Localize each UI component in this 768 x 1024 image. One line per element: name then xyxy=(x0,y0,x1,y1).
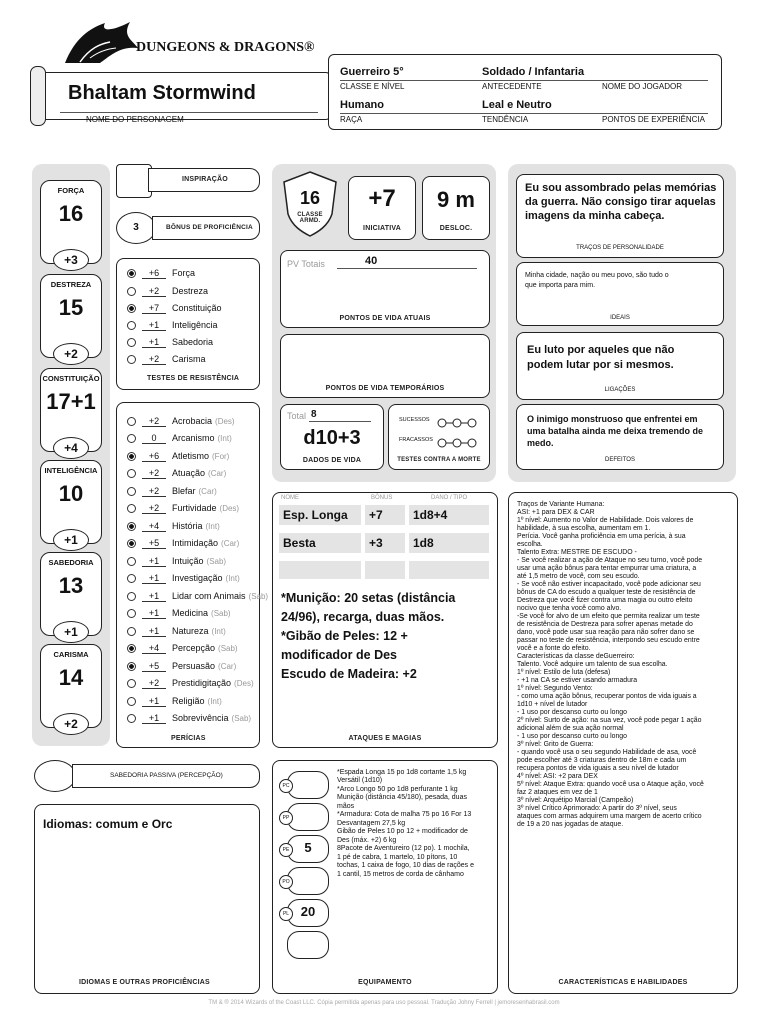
equipment-line: Versátil (1d10) xyxy=(337,777,383,784)
death-success-label: SUCESSOS xyxy=(399,417,430,423)
ability-name: INTELIGÊNCIA xyxy=(44,466,98,475)
prof-dot[interactable] xyxy=(127,714,136,723)
coin-slot xyxy=(279,929,329,961)
skill-name: Percepção xyxy=(172,643,216,653)
skill-value[interactable]: +5 xyxy=(142,661,166,672)
prof-dot[interactable] xyxy=(127,287,136,296)
character-name[interactable]: Bhaltam Stormwind xyxy=(68,82,256,104)
attack-row[interactable] xyxy=(279,561,489,579)
skill-attr: (Sab) xyxy=(231,713,252,723)
coin-slot xyxy=(279,833,329,865)
flaws-box xyxy=(516,404,724,470)
ability-carisma xyxy=(40,644,102,731)
skill-name: Furtividade xyxy=(172,503,217,513)
feature-line: 3º nível Crítico Aprimorado: A partir do 3º nível, seus xyxy=(517,805,677,812)
ability-modifier[interactable]: +1 xyxy=(53,529,89,551)
feature-line: - como uma ação bônus, recuperar pontos de vida iguais a xyxy=(517,693,697,700)
feature-line: dano, você pode usar sua reação para não sofrer dano se xyxy=(517,629,695,636)
skill-name: Blefar xyxy=(172,486,196,496)
attack-note: *Gibão de Peles: 12 + xyxy=(281,629,408,643)
feature-line: recupera pontos de vida iguais a seu nível de lutador xyxy=(517,765,679,772)
coin-label: PC xyxy=(279,779,293,793)
name-banner-left-curl xyxy=(30,66,46,126)
skill-name: Persuasão xyxy=(172,661,216,671)
initiative-value[interactable]: +7 xyxy=(368,185,396,212)
skill-name: Medicina xyxy=(172,608,209,618)
ability-score[interactable]: 14 xyxy=(58,665,84,690)
skill-value[interactable]: +2 xyxy=(142,486,166,497)
prof-dot[interactable] xyxy=(127,269,136,278)
attack-header-name: NOME xyxy=(281,495,299,501)
equipment-line: 8Pacote de Aventureiro (12 po). 1 mochila, xyxy=(337,845,470,852)
feature-line: 1d10 + nível de lutador xyxy=(517,701,588,708)
skill-name: Sobrevivência xyxy=(172,713,229,723)
skill-attr: (Int) xyxy=(207,696,222,706)
feature-line: habilidade, à sua escolha, aumentam em 1. xyxy=(517,525,651,532)
save-value[interactable]: +2 xyxy=(142,286,166,297)
skill-attr: (Sab) xyxy=(206,556,227,566)
skill-attr: (Int) xyxy=(205,521,220,531)
save-name: Força xyxy=(172,268,196,278)
logo-text: DUNGEONS & DRAGONS® xyxy=(136,40,315,55)
skill-value[interactable]: +1 xyxy=(142,608,166,619)
skills-box xyxy=(116,402,269,748)
alignment-label: TENDÊNCIA xyxy=(482,115,529,124)
attack-name[interactable]: Besta xyxy=(283,536,316,550)
skill-name: Acrobacia xyxy=(172,416,213,426)
feature-line: 4º nível: ASI: +2 para DEX xyxy=(517,773,598,780)
death-success-checks[interactable] xyxy=(437,415,477,433)
feature-line: - Se você não estiver incapacitado, você pode adicionar seu xyxy=(517,581,701,588)
skill-name: Prestidigitação xyxy=(172,678,232,688)
ability-forca xyxy=(40,180,102,267)
ability-modifier[interactable]: +2 xyxy=(53,713,89,735)
ability-inteligencia xyxy=(40,460,102,547)
feature-line: 1º nível: Aumento no Valor de Habilidade. Dois valores de xyxy=(517,517,694,524)
feature-line: até 1,5 metro de você, com seu escudo. xyxy=(517,573,640,580)
skill-attr: (Des) xyxy=(234,678,254,688)
feature-line: - 1 uso por descanso curto ou longo xyxy=(517,709,627,716)
prof-dot[interactable] xyxy=(127,338,136,347)
skill-name: Intimidação xyxy=(172,538,219,548)
equipment-line: Des (máx. +2) 6 kg xyxy=(337,837,397,844)
footer: TM & ® 2014 Wizards of the Coast LLC. Cópia permitida apenas para uso pessoal. Tradução Johny Ferrell | jemoresenhabrasil.com xyxy=(208,1000,560,1006)
character-name-label: NOME DO PERSONAGEM xyxy=(86,115,184,124)
feature-line: escolha. xyxy=(517,541,543,548)
equipment-line: *Arco Longo 50 po 1d8 perfurante 1 kg xyxy=(337,786,458,793)
attack-damage[interactable]: 1d8 xyxy=(413,536,434,550)
languages-label: IDIOMAS E OUTRAS PROFICIÊNCIAS xyxy=(79,979,210,986)
ability-name: CARISMA xyxy=(53,650,89,659)
feature-line: Talento. Você adquire um talento de sua escolha. xyxy=(517,661,668,668)
hp-current-label: PONTOS DE VIDA ATUAIS xyxy=(339,315,431,322)
ability-score[interactable]: 17+1 xyxy=(46,389,96,414)
bonds-box xyxy=(516,332,724,400)
dragon-icon xyxy=(60,18,140,68)
feature-line: adicional além de sua ação normal xyxy=(517,725,624,732)
feature-line: nocivo que tenha você como alvo. xyxy=(517,605,622,612)
skill-value[interactable]: +5 xyxy=(142,538,166,549)
skill-attr: (Car) xyxy=(218,661,237,671)
skill-value[interactable]: +2 xyxy=(142,416,166,427)
save-value[interactable]: +1 xyxy=(142,337,166,348)
skill-name: Atuação xyxy=(172,468,206,478)
hit-dice-box xyxy=(280,404,384,470)
skill-name: Arcanismo xyxy=(172,433,215,443)
ability-constituicao xyxy=(40,368,102,455)
hp-max-label: PV Totais xyxy=(287,259,325,269)
feature-line: - quando você usa o seu segundo Habilidade de asa, você xyxy=(517,749,697,756)
feature-line: - Se você realizar a ação de Ataque no seu turno, você pode xyxy=(517,557,703,564)
hp-current-box xyxy=(280,250,490,328)
skill-value[interactable]: +2 xyxy=(142,503,166,514)
death-saves-label: TESTES CONTRA A MORTE xyxy=(397,457,481,463)
feature-line: usar uma ação bônus para tentar empurrar uma criatura, a xyxy=(517,565,697,572)
prof-dot[interactable] xyxy=(127,487,136,496)
ability-modifier[interactable]: +4 xyxy=(53,437,89,459)
checkbox-circles-icon xyxy=(437,418,477,428)
feature-line: 2º nível: Surto de ação: na sua vez, você pode pegar 1 ação xyxy=(517,717,702,724)
skill-name: História xyxy=(172,521,203,531)
coin-slot xyxy=(279,769,329,801)
attack-note: 24/96), recarga, duas mãos. xyxy=(281,610,445,624)
coin-slot xyxy=(279,897,329,929)
ability-modifier[interactable]: +1 xyxy=(53,621,89,643)
traits-box xyxy=(516,174,724,258)
skill-attr: (Car) xyxy=(221,538,240,548)
equipment-line: mãos xyxy=(337,803,355,810)
feature-line: Características da classe deGuerreiro: xyxy=(517,653,635,660)
ability-name: FORÇA xyxy=(57,186,85,195)
saving-throws-box xyxy=(116,258,260,390)
bonds-label: LIGAÇÕES xyxy=(604,387,636,393)
saving-throws-label: TESTES DE RESISTÊNCIA xyxy=(147,375,240,382)
equipment-line: *Espada Longa 15 po 1d8 cortante 1,5 kg xyxy=(337,769,467,776)
armor-class-value[interactable]: 16 xyxy=(299,188,321,208)
skill-attr: (Int) xyxy=(225,573,240,583)
inspiration-box[interactable] xyxy=(116,164,152,198)
skill-attr: (Int) xyxy=(217,433,232,443)
prof-dot[interactable] xyxy=(127,504,136,513)
passive-wisdom-circle[interactable] xyxy=(34,760,76,792)
skill-value[interactable]: +6 xyxy=(142,451,166,462)
skill-attr: (Des) xyxy=(215,416,235,426)
features-label: CARACTERÍSTICAS E HABILIDADES xyxy=(558,979,688,986)
skill-attr: (For) xyxy=(212,451,230,461)
skill-value[interactable]: +4 xyxy=(142,521,166,532)
skills-label: PERÍCIAS xyxy=(171,735,206,742)
death-failure-label: FRACASSOS xyxy=(399,437,433,443)
feature-line: ASI: +1 para DEX & CAR xyxy=(517,509,595,516)
ability-score[interactable]: 16 xyxy=(58,201,84,226)
feature-line: de resistência de Destreza para sofrer apenas metade do xyxy=(517,621,693,628)
languages-box xyxy=(34,804,260,994)
flaws-label: DEFEITOS xyxy=(605,457,635,463)
skill-value[interactable]: +1 xyxy=(142,696,166,707)
feature-line: - +1 na CA se estiver usando armadura xyxy=(517,677,638,684)
class-level-label: CLASSE E NÍVEL xyxy=(340,82,405,91)
feature-line: de 19 a 20 nas jogadas de ataque. xyxy=(517,821,624,828)
speed-label: DESLOC. xyxy=(439,225,473,232)
coin-value[interactable]: 20 xyxy=(300,904,316,919)
coin-label: PE xyxy=(279,843,293,857)
traits-label: TRAÇOS DE PERSONALIDADE xyxy=(576,245,664,251)
prof-dot[interactable] xyxy=(127,417,136,426)
attack-header-damage: DANO / TIPO xyxy=(431,495,468,501)
prof-dot[interactable] xyxy=(127,679,136,688)
attack-damage[interactable]: 1d8+4 xyxy=(413,508,448,522)
flaws-text[interactable]: O inimigo monstruoso que enfrentei em uma batalha ainda me deixa tremendo de medo. xyxy=(527,414,704,448)
skill-attr: (Sab) xyxy=(218,643,238,653)
passive-wisdom-label: SABEDORIA PASSIVA (PERCEPÇÃO) xyxy=(110,772,223,779)
equipment-label: EQUIPAMENTO xyxy=(358,979,412,986)
speed-value[interactable]: 9 m xyxy=(437,187,475,212)
prof-dot[interactable] xyxy=(127,609,136,618)
attack-row[interactable] xyxy=(279,505,489,525)
prof-dot[interactable] xyxy=(127,355,136,364)
coin-label: PO xyxy=(279,875,293,889)
prof-dot[interactable] xyxy=(127,644,136,653)
feature-line: pode escolher até 3 criaturas dentro de 18m e cada um xyxy=(517,757,687,764)
feature-line: Perícia. Você ganha proficiência em uma perícia, à sua xyxy=(517,533,686,540)
armor-class-label: CLASSE ARMD. xyxy=(297,212,323,224)
skill-value[interactable]: +4 xyxy=(142,643,166,654)
feature-line: bônus de CA do escudo a qualquer teste de resistência de xyxy=(517,589,696,596)
hit-dice-total-value[interactable]: 8 xyxy=(311,409,317,420)
equipment-box xyxy=(272,760,498,994)
speed-box xyxy=(422,176,490,240)
skill-attr: (Car) xyxy=(208,468,227,478)
ability-score[interactable]: 10 xyxy=(58,481,84,506)
hp-temp-label: PONTOS DE VIDA TEMPORÁRIOS xyxy=(325,385,445,392)
traits-text[interactable]: Eu sou assombrado pelas memórias da guerra. Não consigo tirar aquelas imagens da minha cabeça. xyxy=(525,182,717,222)
prof-dot[interactable] xyxy=(127,304,136,313)
equipment-line: Munição (distância 45/180), pesada, duas xyxy=(337,794,467,801)
death-saves-box xyxy=(388,404,490,470)
ability-name: CONSTITUIÇÃO xyxy=(42,374,100,383)
skill-name: Investigação xyxy=(172,573,223,583)
coin-slot xyxy=(279,801,329,833)
equipment-line: tochas, 1 caixa de fogo, 10 dias de rações e xyxy=(337,862,474,869)
ability-name: DESTREZA xyxy=(50,280,92,289)
player-name-label: NOME DO JOGADOR xyxy=(602,82,683,91)
feature-line: 5º nível: Ataque Extra: quando você usa o Ataque ação, você xyxy=(517,781,704,788)
skill-value[interactable]: +2 xyxy=(142,468,166,479)
initiative-box xyxy=(348,176,416,240)
alignment[interactable]: Leal e Neutro xyxy=(482,99,552,111)
save-value[interactable]: +6 xyxy=(142,268,166,279)
feature-line: 1º nível: Segundo Vento: xyxy=(517,685,593,692)
background-label: ANTECEDENTE xyxy=(482,82,542,91)
prof-dot[interactable] xyxy=(127,697,136,706)
prof-dot[interactable] xyxy=(127,574,136,583)
feature-line: 1º nível: Estilo de luta (defesa) xyxy=(517,669,611,676)
prof-dot[interactable] xyxy=(127,627,136,636)
skill-attr: (Des) xyxy=(219,503,240,513)
equipment-line: *Armadura: Cota de malha 75 po 16 For 13 xyxy=(337,811,472,818)
hit-dice-total-label: Total xyxy=(287,411,307,421)
save-name: Carisma xyxy=(172,354,206,364)
feature-line: 3º nível: Grito de Guerra: xyxy=(517,741,594,748)
proficiency-label: BÔNUS DE PROFICIÊNCIA xyxy=(166,224,253,231)
skill-value[interactable]: +1 xyxy=(142,591,166,602)
inspiration-label: INSPIRAÇÃO xyxy=(182,176,228,183)
coin-slot xyxy=(279,865,329,897)
skill-attr: (Sab) xyxy=(211,608,231,618)
attack-bonus[interactable]: +7 xyxy=(369,508,383,522)
hp-max-value[interactable]: 40 xyxy=(365,255,378,267)
ability-modifier[interactable]: +3 xyxy=(53,249,89,271)
feature-line: ataques com armas adquirem uma margem de acerto crítico xyxy=(517,813,702,820)
death-failure-checks[interactable] xyxy=(437,435,477,453)
hit-dice-label: DADOS DE VIDA xyxy=(302,457,362,464)
checkbox-circles-icon xyxy=(437,438,477,448)
class-level[interactable]: Guerreiro 5° xyxy=(340,66,404,78)
ability-destreza xyxy=(40,274,102,361)
race[interactable]: Humano xyxy=(340,99,384,111)
save-name: Inteligência xyxy=(172,320,218,330)
feature-line: -Se você for alvo de um efeito que permita realizar um teste xyxy=(517,613,700,620)
attack-note: Escudo de Madeira: +2 xyxy=(281,667,417,681)
attack-header-bonus: BÔNUS xyxy=(371,495,393,501)
skill-value[interactable]: +1 xyxy=(142,713,166,724)
feature-line: Traços de Variante Humana: xyxy=(517,501,605,508)
save-value[interactable]: +7 xyxy=(142,303,166,314)
skill-name: Lidar com Animais xyxy=(172,591,246,601)
proficiency-circle[interactable]: 3 xyxy=(116,212,156,244)
prof-dot[interactable] xyxy=(127,452,136,461)
hp-temp-box xyxy=(280,334,490,398)
attack-row[interactable] xyxy=(279,533,489,553)
prof-dot[interactable] xyxy=(127,321,136,330)
feature-line: faz 2 ataques em vez de 1 xyxy=(517,789,598,796)
save-name: Constituição xyxy=(172,303,222,313)
equipment-line: 1 pé de cabra, 1 martelo, 10 pítons, 10 xyxy=(337,854,458,861)
prof-dot[interactable] xyxy=(127,469,136,478)
attack-note: *Munição: 20 setas (distância xyxy=(281,591,456,605)
languages-text[interactable]: Idiomas: comum e Orc xyxy=(43,817,173,831)
feature-line: Destreza que você fizer contra uma magia ou outro efeito xyxy=(517,597,693,604)
attack-bonus[interactable]: +3 xyxy=(369,536,383,550)
initiative-label: INICIATIVA xyxy=(363,225,401,232)
skill-attr: (Sab) xyxy=(248,591,269,601)
skill-attr: (Car) xyxy=(198,486,217,496)
save-value[interactable]: +2 xyxy=(142,354,166,365)
skill-value[interactable]: 0 xyxy=(142,433,166,444)
coin-label: PL xyxy=(279,907,293,921)
ability-sabedoria xyxy=(40,552,102,639)
feature-line: 3º nível: Arquétipo Marcial (Campeão) xyxy=(517,797,634,804)
save-value[interactable]: +1 xyxy=(142,320,166,331)
attack-note: modificador de Des xyxy=(281,648,397,662)
skill-name: Atletismo xyxy=(172,451,210,461)
ability-score[interactable]: 13 xyxy=(58,573,84,598)
equipment-line: Desvantagem 27,5 kg xyxy=(337,820,406,827)
feature-line: - 1 uso por descanso curto ou longo xyxy=(517,733,627,740)
attacks-label: ATAQUES E MAGIAS xyxy=(348,735,422,742)
save-name: Destreza xyxy=(172,286,209,296)
skill-value[interactable]: +1 xyxy=(142,556,166,567)
skill-name: Intuição xyxy=(172,556,204,566)
skill-value[interactable]: +1 xyxy=(142,626,166,637)
ideals-label: IDEAIS xyxy=(610,315,630,321)
attack-name[interactable]: Esp. Longa xyxy=(283,508,348,522)
ability-name: SABEDORIA xyxy=(48,558,94,567)
save-name: Sabedoria xyxy=(172,337,214,347)
skill-value[interactable]: +2 xyxy=(142,678,166,689)
prof-dot[interactable] xyxy=(127,539,136,548)
skill-value[interactable]: +1 xyxy=(142,573,166,584)
equipment-line: Gibão de Peles 10 po 12 + modificador de xyxy=(337,828,468,835)
features-box xyxy=(508,492,738,994)
ideals-text[interactable]: Minha cidade, nação ou meu povo, são tudo o que importa para mim. xyxy=(525,272,669,289)
skill-name: Natureza xyxy=(172,626,209,636)
race-label: RAÇA xyxy=(340,115,363,124)
bonds-text[interactable]: Eu luto por aqueles que não podem lutar por si mesmos. xyxy=(527,344,675,371)
coin-label: PP xyxy=(279,811,293,825)
prof-dot[interactable] xyxy=(127,557,136,566)
feature-line: você e a fonte do efeito. xyxy=(517,645,591,652)
hit-dice-value[interactable]: d10+3 xyxy=(303,427,361,449)
prof-dot[interactable] xyxy=(127,522,136,531)
ideals-box xyxy=(516,262,724,326)
feature-line: Talento Extra: MESTRE DE ESCUDO - xyxy=(517,549,637,556)
skill-attr: (Int) xyxy=(211,626,226,636)
prof-dot[interactable] xyxy=(127,434,136,443)
prof-dot[interactable] xyxy=(127,592,136,601)
feature-line: passar no teste de resistência, interpondo seu escudo entre xyxy=(517,637,700,644)
coin-value[interactable]: 5 xyxy=(304,840,312,855)
prof-dot[interactable] xyxy=(127,662,136,671)
xp-label: PONTOS DE EXPERIÊNCIA xyxy=(602,115,705,124)
skill-name: Religião xyxy=(172,696,205,706)
ability-modifier[interactable]: +2 xyxy=(53,343,89,365)
equipment-line: 1 cantil, 15 metros de corda de cânhamo xyxy=(337,871,464,878)
dragon-logo xyxy=(60,18,140,68)
background[interactable]: Soldado / Infantaria xyxy=(482,66,585,78)
attacks-box xyxy=(272,492,498,748)
ability-score[interactable]: 15 xyxy=(58,295,84,320)
